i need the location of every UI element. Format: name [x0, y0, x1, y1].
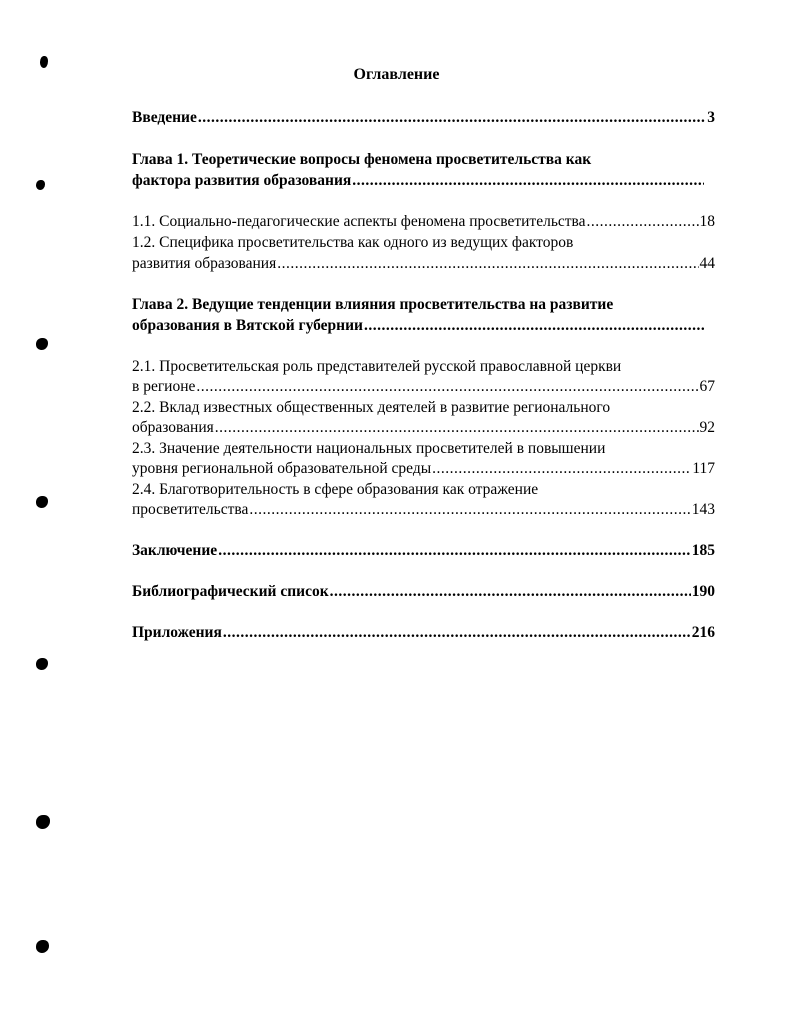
toc-entry-label: развития образования — [132, 255, 277, 272]
leader-dots — [330, 582, 691, 602]
toc-entry-label: в регионе — [132, 378, 196, 395]
toc-entry-label: образования — [132, 419, 214, 436]
binding-hole-mark — [36, 815, 50, 829]
leader-dots — [198, 108, 706, 128]
toc-entry-page: 18 — [699, 213, 715, 230]
toc-entry-2-1-line1[interactable]: 2.1. Просветительская роль представителей русской православной церкви — [132, 358, 622, 375]
toc-entry-appendices[interactable] — [132, 623, 715, 643]
toc-entry-page: 216 — [691, 624, 715, 641]
toc-entry-page: 3 — [707, 109, 715, 126]
toc-entry-label: фактора развития образования — [132, 172, 352, 189]
toc-entry-label: Введение — [132, 109, 197, 126]
leader-dots — [223, 623, 691, 643]
page-title: Оглавление — [353, 66, 440, 83]
leader-dots — [352, 171, 704, 191]
toc-entry-page: 143 — [691, 501, 715, 518]
leader-dots — [432, 459, 691, 479]
toc-entry-label: образования в Вятской губернии — [132, 317, 363, 334]
binding-hole-mark — [36, 180, 45, 190]
toc-entry-label: Заключение — [132, 542, 218, 559]
toc-entry-1-2[interactable] — [132, 254, 715, 274]
binding-hole-mark — [36, 338, 48, 350]
toc-entry-label: 1.1. Социально-педагогические аспекты феномена просветительства — [132, 213, 586, 230]
leader-dots — [196, 377, 698, 397]
toc-entry-page: 67 — [699, 378, 715, 395]
leader-dots — [218, 541, 691, 561]
toc-entry-1-1[interactable] — [132, 212, 715, 232]
toc-entry-page: 117 — [692, 460, 715, 477]
toc-entry-label: просветительства — [132, 501, 249, 518]
toc-entry-2-4-line1[interactable]: 2.4. Благотворительность в сфере образования как отражение — [132, 481, 539, 498]
leader-dots — [215, 418, 699, 438]
leader-dots — [364, 316, 704, 336]
toc-entry-conclusion[interactable] — [132, 541, 715, 561]
toc-chapter1-line1[interactable]: Глава 1. Теоретические вопросы феномена просветительства как — [132, 151, 592, 168]
toc-entry-2-2-line1[interactable]: 2.2. Вклад известных общественных деятелей в развитие регионального — [132, 399, 611, 416]
toc-entry-2-4[interactable] — [132, 500, 715, 520]
toc-entry-page: 185 — [691, 542, 715, 559]
binding-hole-mark — [36, 496, 48, 508]
toc-entry-2-3-line1[interactable]: 2.3. Значение деятельности национальных просветителей в повышении — [132, 440, 606, 457]
toc-entry-label: уровня региональной образовательной среды — [132, 460, 432, 477]
toc-entry-intro[interactable] — [132, 108, 715, 128]
toc-chapter2-line2[interactable] — [132, 316, 705, 336]
toc-entry-2-2[interactable] — [132, 418, 715, 438]
leader-dots — [587, 212, 699, 232]
toc-chapter2-line1[interactable]: Глава 2. Ведущие тенденции влияния просветительства на развитие — [132, 296, 614, 313]
toc-entry-label: Библиографический список — [132, 583, 329, 600]
leader-dots — [277, 254, 698, 274]
toc-chapter1-line2[interactable] — [132, 171, 705, 191]
binding-hole-mark — [36, 940, 49, 953]
binding-hole-mark — [36, 658, 48, 670]
toc-entry-2-1[interactable] — [132, 377, 715, 397]
toc-entry-page: 44 — [699, 255, 715, 272]
leader-dots — [249, 500, 690, 520]
toc-entry-2-3[interactable] — [132, 459, 715, 479]
toc-entry-page: 190 — [691, 583, 715, 600]
toc-entry-1-2-line1[interactable]: 1.2. Специфика просветительства как одного из ведущих факторов — [132, 234, 574, 251]
toc-entry-page: 92 — [699, 419, 715, 436]
toc-entry-bibliography[interactable] — [132, 582, 715, 602]
toc-entry-label: Приложения — [132, 624, 222, 641]
